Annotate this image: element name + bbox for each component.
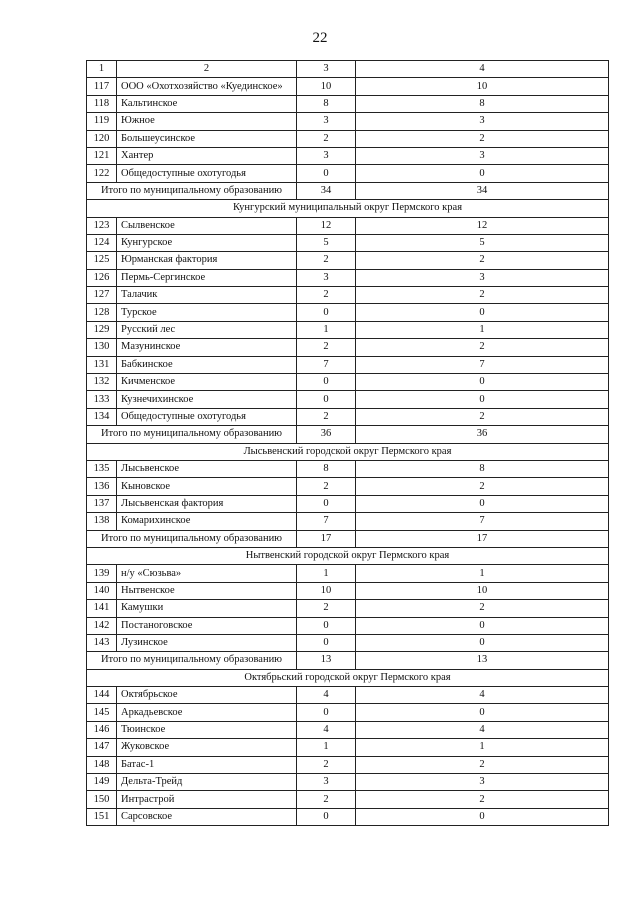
hunting-ground-name: Аркадьевское [117, 704, 297, 721]
value-col-3: 2 [297, 791, 356, 808]
row-number: 136 [87, 478, 117, 495]
value-col-3: 3 [297, 269, 356, 286]
value-col-4: 0 [356, 495, 609, 512]
value-col-3: 7 [297, 513, 356, 530]
section-header-row [87, 669, 609, 686]
row-number: 130 [87, 339, 117, 356]
total-row [87, 530, 609, 547]
table-row [87, 113, 609, 130]
value-col-3: 2 [297, 130, 356, 147]
hunting-ground-name: Лузинское [117, 634, 297, 651]
value-col-3: 0 [297, 304, 356, 321]
value-col-4: 2 [356, 252, 609, 269]
value-col-3: 0 [297, 165, 356, 182]
hunting-ground-name: Тюинское [117, 721, 297, 738]
hunting-ground-name: Сарсовское [117, 808, 297, 825]
value-col-3: 0 [297, 704, 356, 721]
table-row [87, 391, 609, 408]
table-row [87, 287, 609, 304]
hunting-ground-name: Кальтинское [117, 95, 297, 112]
row-number: 125 [87, 252, 117, 269]
header-col-2: 2 [117, 61, 297, 78]
hunting-ground-name: Октябрьское [117, 687, 297, 704]
row-number: 128 [87, 304, 117, 321]
total-label: Итого по муниципальному образованию [87, 426, 297, 443]
table-row [87, 356, 609, 373]
table-row [87, 756, 609, 773]
table-row [87, 252, 609, 269]
total-label: Итого по муниципальному образованию [87, 530, 297, 547]
total-value-col-4: 13 [356, 652, 609, 669]
total-value-col-3: 34 [297, 182, 356, 199]
value-col-4: 4 [356, 687, 609, 704]
section-title: Кунгурский муниципальный округ Пермского края [87, 200, 609, 217]
value-col-4: 1 [356, 321, 609, 338]
total-row [87, 426, 609, 443]
row-number: 134 [87, 408, 117, 425]
table-row [87, 217, 609, 234]
value-col-3: 2 [297, 600, 356, 617]
hunting-ground-name: Большеусинское [117, 130, 297, 147]
value-col-4: 0 [356, 304, 609, 321]
value-col-4: 2 [356, 287, 609, 304]
row-number: 150 [87, 791, 117, 808]
table-row [87, 791, 609, 808]
section-header-row [87, 443, 609, 460]
total-row [87, 182, 609, 199]
value-col-4: 8 [356, 460, 609, 477]
row-number: 132 [87, 374, 117, 391]
table-row [87, 460, 609, 477]
row-number: 148 [87, 756, 117, 773]
hunting-ground-name: Мазунинское [117, 339, 297, 356]
value-col-3: 5 [297, 234, 356, 251]
row-number: 126 [87, 269, 117, 286]
hunting-ground-name: Общедоступные охотугодья [117, 408, 297, 425]
hunting-ground-name: Русский лес [117, 321, 297, 338]
table-row [87, 304, 609, 321]
value-col-3: 2 [297, 408, 356, 425]
section-header-row [87, 547, 609, 564]
value-col-3: 10 [297, 78, 356, 95]
value-col-3: 0 [297, 374, 356, 391]
value-col-3: 0 [297, 808, 356, 825]
header-col-3: 3 [297, 61, 356, 78]
table-header-row [87, 61, 609, 78]
row-number: 145 [87, 704, 117, 721]
hunting-ground-name: Турское [117, 304, 297, 321]
value-col-4: 2 [356, 756, 609, 773]
value-col-4: 1 [356, 739, 609, 756]
table-row [87, 495, 609, 512]
value-col-4: 2 [356, 478, 609, 495]
total-row [87, 652, 609, 669]
hunting-ground-name: Талачик [117, 287, 297, 304]
value-col-4: 0 [356, 704, 609, 721]
table-row [87, 147, 609, 164]
section-title: Лысьвенский городской округ Пермского края [87, 443, 609, 460]
value-col-4: 1 [356, 565, 609, 582]
row-number: 123 [87, 217, 117, 234]
table-row [87, 165, 609, 182]
row-number: 138 [87, 513, 117, 530]
total-label: Итого по муниципальному образованию [87, 652, 297, 669]
table-row [87, 130, 609, 147]
table-row [87, 95, 609, 112]
total-label: Итого по муниципальному образованию [87, 182, 297, 199]
hunting-ground-name: Кунгурское [117, 234, 297, 251]
value-col-4: 3 [356, 113, 609, 130]
row-number: 131 [87, 356, 117, 373]
value-col-4: 0 [356, 165, 609, 182]
total-value-col-3: 36 [297, 426, 356, 443]
value-col-4: 3 [356, 269, 609, 286]
row-number: 129 [87, 321, 117, 338]
value-col-4: 0 [356, 391, 609, 408]
table-row [87, 600, 609, 617]
table-row [87, 808, 609, 825]
section-title: Октябрьский городской округ Пермского края [87, 669, 609, 686]
value-col-3: 1 [297, 321, 356, 338]
value-col-3: 2 [297, 287, 356, 304]
hunting-ground-name: Батас-1 [117, 756, 297, 773]
table-row [87, 513, 609, 530]
value-col-3: 1 [297, 739, 356, 756]
table-row [87, 234, 609, 251]
value-col-4: 0 [356, 808, 609, 825]
table-row [87, 78, 609, 95]
row-number: 121 [87, 147, 117, 164]
value-col-3: 3 [297, 113, 356, 130]
hunting-ground-name: Сылвенское [117, 217, 297, 234]
value-col-3: 8 [297, 460, 356, 477]
value-col-4: 4 [356, 721, 609, 738]
header-col-4: 4 [356, 61, 609, 78]
hunting-ground-name: Интрастрой [117, 791, 297, 808]
table-row [87, 582, 609, 599]
row-number: 143 [87, 634, 117, 651]
total-value-col-4: 36 [356, 426, 609, 443]
row-number: 120 [87, 130, 117, 147]
value-col-4: 2 [356, 130, 609, 147]
hunting-ground-name: Лысьвенская фактория [117, 495, 297, 512]
hunting-ground-name: Бабкинское [117, 356, 297, 373]
data-table [86, 60, 609, 826]
hunting-ground-name: Постаноговское [117, 617, 297, 634]
hunting-ground-name: Общедоступные охотугодья [117, 165, 297, 182]
value-col-4: 2 [356, 791, 609, 808]
table-row [87, 739, 609, 756]
table-row [87, 269, 609, 286]
row-number: 117 [87, 78, 117, 95]
value-col-4: 12 [356, 217, 609, 234]
section-title: Нытвенский городской округ Пермского края [87, 547, 609, 564]
hunting-ground-name: Камушки [117, 600, 297, 617]
total-value-col-4: 34 [356, 182, 609, 199]
value-col-4: 10 [356, 582, 609, 599]
table-row [87, 321, 609, 338]
header-col-1: 1 [87, 61, 117, 78]
section-header-row [87, 200, 609, 217]
page-number: 22 [312, 30, 328, 46]
table-row [87, 374, 609, 391]
value-col-3: 8 [297, 95, 356, 112]
table-body [87, 61, 609, 826]
value-col-3: 7 [297, 356, 356, 373]
value-col-3: 0 [297, 634, 356, 651]
value-col-3: 1 [297, 565, 356, 582]
hunting-ground-name: Хантер [117, 147, 297, 164]
hunting-ground-name: Кузнечихинское [117, 391, 297, 408]
table-row [87, 617, 609, 634]
value-col-3: 2 [297, 252, 356, 269]
row-number: 139 [87, 565, 117, 582]
table-row [87, 565, 609, 582]
row-number: 141 [87, 600, 117, 617]
row-number: 147 [87, 739, 117, 756]
value-col-3: 2 [297, 478, 356, 495]
value-col-3: 10 [297, 582, 356, 599]
value-col-3: 12 [297, 217, 356, 234]
table-row [87, 634, 609, 651]
row-number: 137 [87, 495, 117, 512]
value-col-3: 3 [297, 774, 356, 791]
value-col-4: 7 [356, 356, 609, 373]
row-number: 133 [87, 391, 117, 408]
table-row [87, 774, 609, 791]
total-value-col-3: 17 [297, 530, 356, 547]
row-number: 149 [87, 774, 117, 791]
value-col-4: 5 [356, 234, 609, 251]
value-col-4: 0 [356, 374, 609, 391]
total-value-col-3: 13 [297, 652, 356, 669]
row-number: 122 [87, 165, 117, 182]
table-row [87, 721, 609, 738]
row-number: 118 [87, 95, 117, 112]
value-col-4: 8 [356, 95, 609, 112]
value-col-4: 3 [356, 147, 609, 164]
value-col-3: 2 [297, 756, 356, 773]
value-col-3: 0 [297, 391, 356, 408]
value-col-4: 10 [356, 78, 609, 95]
table-row [87, 408, 609, 425]
value-col-3: 4 [297, 687, 356, 704]
value-col-4: 2 [356, 600, 609, 617]
table-row [87, 704, 609, 721]
hunting-ground-name: Пермь-Сергинское [117, 269, 297, 286]
row-number: 146 [87, 721, 117, 738]
hunting-ground-name: Южное [117, 113, 297, 130]
value-col-3: 0 [297, 617, 356, 634]
hunting-ground-name: Лысьвенское [117, 460, 297, 477]
hunting-ground-name: Юрманская фактория [117, 252, 297, 269]
value-col-4: 2 [356, 339, 609, 356]
hunting-ground-name: Нытвенское [117, 582, 297, 599]
value-col-3: 3 [297, 147, 356, 164]
total-value-col-4: 17 [356, 530, 609, 547]
table-row [87, 687, 609, 704]
hunting-ground-name: н/у «Сюзьва» [117, 565, 297, 582]
row-number: 142 [87, 617, 117, 634]
value-col-3: 0 [297, 495, 356, 512]
value-col-3: 2 [297, 339, 356, 356]
value-col-4: 7 [356, 513, 609, 530]
hunting-ground-name: Кичменское [117, 374, 297, 391]
row-number: 140 [87, 582, 117, 599]
row-number: 144 [87, 687, 117, 704]
table-row [87, 478, 609, 495]
row-number: 119 [87, 113, 117, 130]
row-number: 127 [87, 287, 117, 304]
value-col-4: 0 [356, 634, 609, 651]
value-col-4: 2 [356, 408, 609, 425]
row-number: 151 [87, 808, 117, 825]
value-col-4: 0 [356, 617, 609, 634]
table-row [87, 339, 609, 356]
row-number: 135 [87, 460, 117, 477]
hunting-ground-name: Комарихинское [117, 513, 297, 530]
row-number: 124 [87, 234, 117, 251]
hunting-ground-name: Жуковское [117, 739, 297, 756]
hunting-ground-name: Кыновское [117, 478, 297, 495]
hunting-ground-name: ООО «Охотхозяйство «Куединское» [117, 78, 297, 95]
value-col-4: 3 [356, 774, 609, 791]
value-col-3: 4 [297, 721, 356, 738]
hunting-ground-name: Дельта-Трейд [117, 774, 297, 791]
